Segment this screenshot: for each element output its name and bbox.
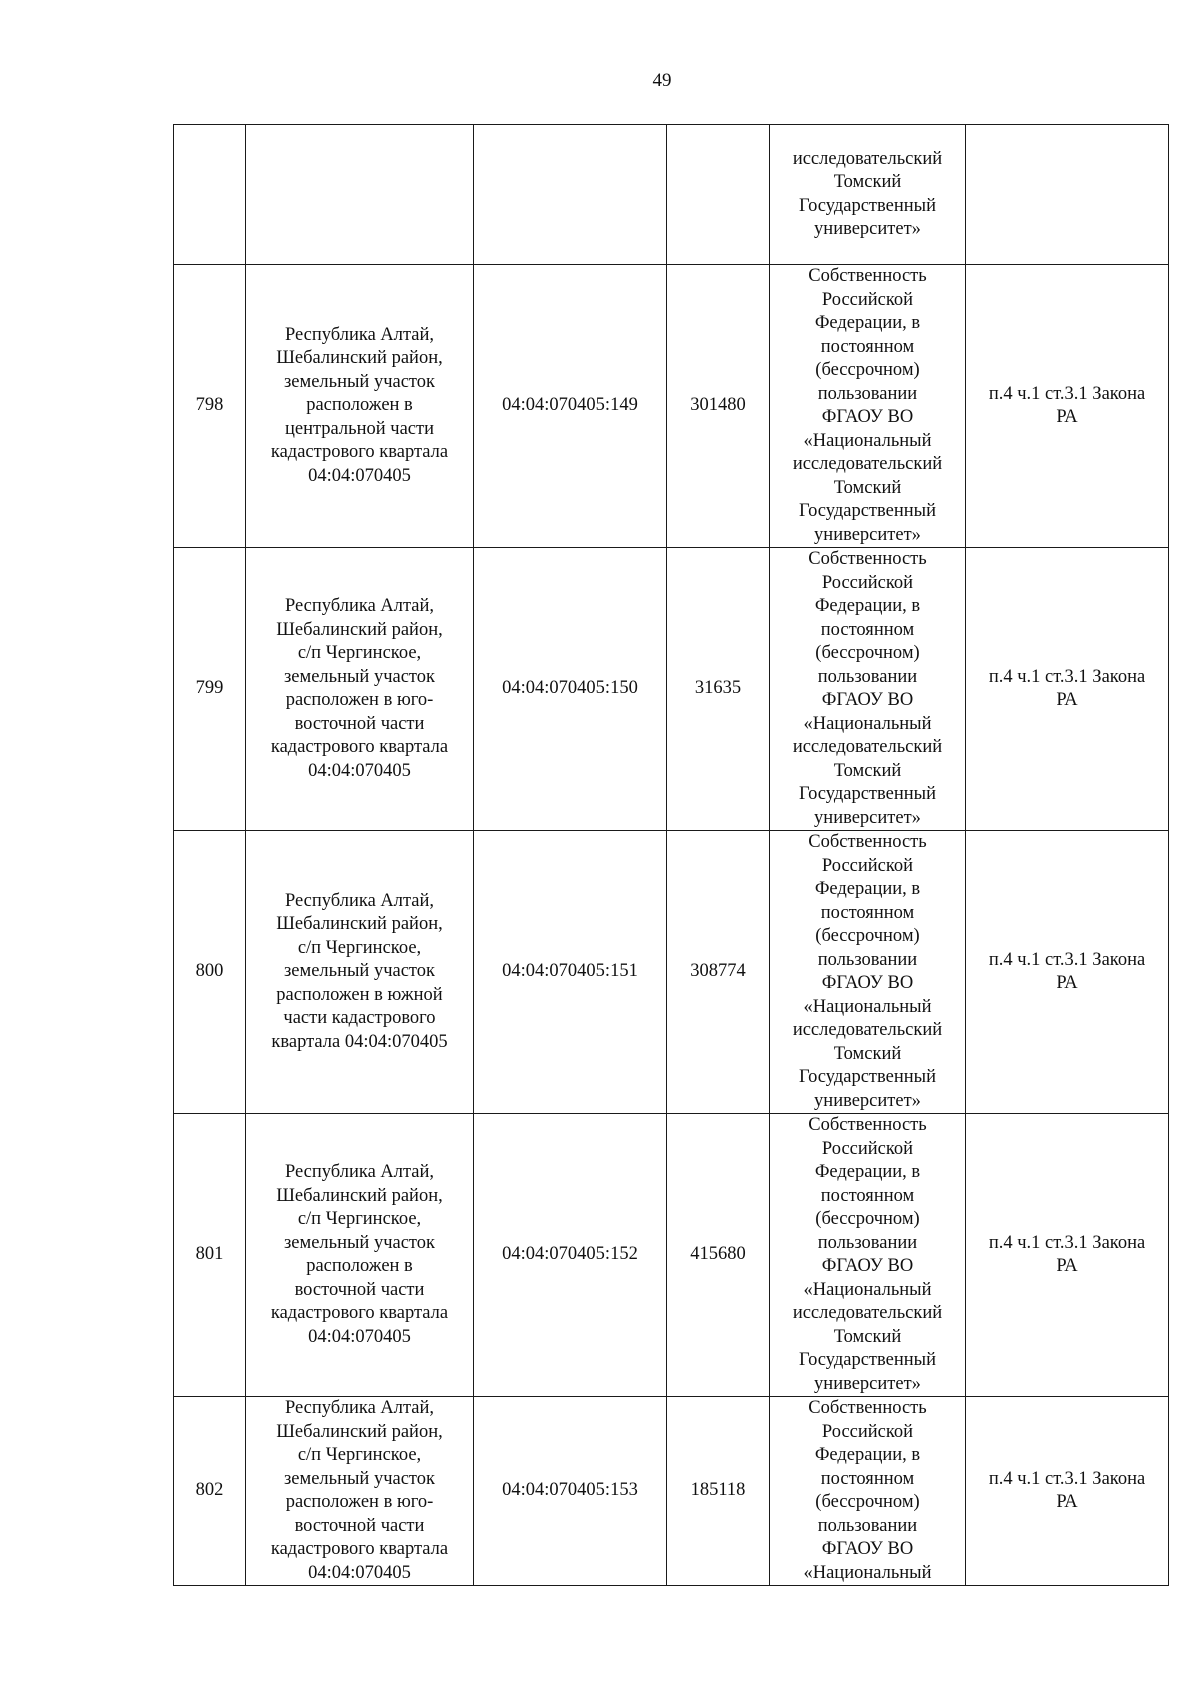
basis-line: п.4 ч.1 ст.3.1 Закона <box>988 1232 1146 1253</box>
rights-line: Российской <box>821 289 914 310</box>
table-row <box>174 1114 1169 1397</box>
cell-rights <box>770 1397 966 1586</box>
address-line: Республика Алтай, <box>284 890 435 911</box>
cell-legal-basis <box>966 265 1169 548</box>
address-line: Шебалинский район, <box>276 1185 443 1206</box>
rights-line: (бессрочном) <box>815 1209 920 1229</box>
cell-address <box>246 831 474 1114</box>
rights-line: исследовательский <box>792 737 943 757</box>
address-line: Республика Алтай, <box>284 596 435 616</box>
address-line: квартала 04:04:070405 <box>271 1031 448 1052</box>
cell-cadastral-number: 04:04:070405:149 <box>474 265 667 548</box>
cell-area: 31635 <box>667 548 770 831</box>
rights-line: исследовательский <box>792 1303 943 1323</box>
land-plot-table <box>173 124 1169 1586</box>
cell-address <box>246 1114 474 1397</box>
table-row <box>174 265 1169 548</box>
cell-legal-basis <box>966 1114 1169 1397</box>
address-line: кадастрового квартала <box>270 737 449 757</box>
rights-line: пользовании <box>817 1515 918 1536</box>
cell-cadastral-number: 04:04:070405:150 <box>474 548 667 831</box>
rights-line: Федерации, в <box>814 596 921 616</box>
address-line: земельный участок <box>283 961 436 982</box>
rights-line: пользовании <box>817 949 918 970</box>
rights-line: исследовательский <box>792 1020 943 1040</box>
address-line: земельный участок <box>283 371 436 392</box>
cell-rights <box>770 125 966 265</box>
cell-number: 799 <box>174 548 246 831</box>
cell-address <box>246 548 474 831</box>
address-line: расположен в <box>306 1256 413 1276</box>
address-line: восточной части <box>294 1515 425 1536</box>
rights-line: «Национальный <box>803 1279 932 1300</box>
rights-line: Собственность <box>808 1398 927 1418</box>
table-row <box>174 1397 1169 1586</box>
rights-line: Государственный <box>799 501 936 521</box>
rights-line: ФГАОУ ВО <box>821 407 914 427</box>
address-line: с/п Чергинское, <box>297 1445 422 1465</box>
rights-line: пользовании <box>817 666 918 687</box>
address-line: Республика Алтай, <box>284 1162 435 1182</box>
address-line: Шебалинский район, <box>276 914 443 935</box>
rights-line: «Национальный <box>803 996 932 1017</box>
address-line: расположен в юго- <box>285 690 434 710</box>
cell-cadastral-number: 04:04:070405:152 <box>474 1114 667 1397</box>
rights-line: Российской <box>821 572 914 593</box>
rights-line: (бессрочном) <box>815 926 920 946</box>
cell-legal-basis <box>966 125 1169 265</box>
rights-line: Российской <box>821 1421 914 1442</box>
rights-line: Федерации, в <box>814 1162 921 1182</box>
cell-legal-basis <box>966 1397 1169 1586</box>
rights-line: Собственность <box>808 832 927 852</box>
rights-line: Томский <box>833 1326 902 1347</box>
rights-line: Государственный <box>799 1350 936 1370</box>
cell-cadastral-number: 04:04:070405:151 <box>474 831 667 1114</box>
rights-line: постоянном <box>820 902 915 923</box>
rights-line: постоянном <box>820 336 915 357</box>
rights-line: Томский <box>833 477 902 498</box>
rights-line: Томский <box>833 1043 902 1064</box>
rights-line: «Национальный <box>803 713 932 734</box>
rights-line: Федерации, в <box>814 313 921 333</box>
rights-line: Государственный <box>799 784 936 804</box>
table-row <box>174 831 1169 1114</box>
rights-line: Федерации, в <box>814 879 921 899</box>
address-line: расположен в южной <box>276 984 443 1005</box>
address-line: 04:04:070405 <box>308 1326 411 1347</box>
cell-rights <box>770 548 966 831</box>
rights-line: постоянном <box>820 1468 915 1489</box>
address-line: Шебалинский район, <box>276 1421 443 1442</box>
address-line: кадастрового квартала <box>270 442 449 463</box>
basis-line: РА <box>1056 407 1078 427</box>
rights-line: Собственность <box>808 1115 927 1135</box>
cell-address <box>246 125 474 265</box>
rights-line: Томский <box>833 760 902 781</box>
cell-area: 185118 <box>667 1397 770 1586</box>
rights-line: постоянном <box>820 1185 915 1206</box>
cell-area <box>667 125 770 265</box>
rights-line: ФГАОУ ВО <box>821 973 914 993</box>
address-line: части кадастрового <box>283 1008 436 1029</box>
rights-line: «Национальный <box>803 1562 932 1583</box>
basis-line: п.4 ч.1 ст.3.1 Закона <box>988 666 1146 687</box>
rights-line: университет» <box>814 524 921 545</box>
address-line: с/п Чергинское, <box>297 937 422 958</box>
table-row <box>174 125 1169 265</box>
address-line: 04:04:070405 <box>308 1562 411 1583</box>
rights-line: Государственный <box>799 195 936 216</box>
cell-number: 801 <box>174 1114 246 1397</box>
rights-line: исследовательский <box>792 148 943 169</box>
address-line: земельный участок <box>283 1468 436 1489</box>
rights-line: Российской <box>821 1138 914 1159</box>
rights-line: пользовании <box>817 383 918 404</box>
address-line: Республика Алтай, <box>284 1398 435 1418</box>
rights-line: Федерации, в <box>814 1445 921 1465</box>
rights-line: Государственный <box>799 1067 936 1087</box>
cell-address <box>246 265 474 548</box>
basis-line: РА <box>1056 1492 1078 1512</box>
cell-address <box>246 1397 474 1586</box>
cell-rights <box>770 265 966 548</box>
rights-line: университет» <box>814 807 921 828</box>
basis-line: РА <box>1056 973 1078 993</box>
cell-number: 802 <box>174 1397 246 1586</box>
rights-line: постоянном <box>820 619 915 640</box>
cell-rights <box>770 1114 966 1397</box>
rights-line: (бессрочном) <box>815 643 920 663</box>
cell-legal-basis <box>966 831 1169 1114</box>
rights-line: Собственность <box>808 266 927 286</box>
address-line: расположен в <box>306 395 413 416</box>
cell-cadastral-number: 04:04:070405:153 <box>474 1397 667 1586</box>
cell-area: 308774 <box>667 831 770 1114</box>
address-line: кадастрового квартала <box>270 1303 449 1323</box>
address-line: Шебалинский район, <box>276 619 443 640</box>
basis-line: РА <box>1056 690 1078 710</box>
rights-line: университет» <box>814 1090 921 1111</box>
basis-line: п.4 ч.1 ст.3.1 Закона <box>988 1468 1146 1489</box>
cell-area: 301480 <box>667 265 770 548</box>
rights-line: «Национальный <box>803 430 932 451</box>
address-line: 04:04:070405 <box>308 760 411 781</box>
address-line: с/п Чергинское, <box>297 643 422 663</box>
address-line: Республика Алтай, <box>284 324 435 345</box>
rights-line: исследовательский <box>792 454 943 474</box>
rights-line: ФГАОУ ВО <box>821 1539 914 1559</box>
address-line: восточной части <box>294 1279 425 1300</box>
basis-line: РА <box>1056 1256 1078 1276</box>
rights-line: Российской <box>821 855 914 876</box>
address-line: с/п Чергинское, <box>297 1209 422 1229</box>
rights-line: пользовании <box>817 1232 918 1253</box>
rights-line: университет» <box>814 219 921 239</box>
address-line: земельный участок <box>283 1232 436 1253</box>
address-line: земельный участок <box>283 666 436 687</box>
address-line: 04:04:070405 <box>308 465 411 486</box>
address-line: центральной части <box>284 418 434 439</box>
address-line: кадастрового квартала <box>270 1539 449 1559</box>
table-row <box>174 548 1169 831</box>
cell-legal-basis <box>966 548 1169 831</box>
address-line: Шебалинский район, <box>276 348 443 369</box>
cell-number <box>174 125 246 265</box>
cell-number: 798 <box>174 265 246 548</box>
page-number: 49 <box>652 70 672 91</box>
rights-line: (бессрочном) <box>815 360 920 380</box>
rights-line: Томский <box>833 172 902 192</box>
rights-line: (бессрочном) <box>815 1492 920 1512</box>
basis-line: п.4 ч.1 ст.3.1 Закона <box>988 949 1146 970</box>
cell-area: 415680 <box>667 1114 770 1397</box>
rights-line: ФГАОУ ВО <box>821 690 914 710</box>
rights-line: Собственность <box>808 549 927 569</box>
rights-line: ФГАОУ ВО <box>821 1256 914 1276</box>
table-body <box>174 125 1169 1586</box>
rights-line: университет» <box>814 1373 921 1394</box>
cell-rights <box>770 831 966 1114</box>
cell-number: 800 <box>174 831 246 1114</box>
basis-line: п.4 ч.1 ст.3.1 Закона <box>988 383 1146 404</box>
cell-cadastral-number <box>474 125 667 265</box>
address-line: расположен в юго- <box>285 1492 434 1512</box>
address-line: восточной части <box>294 713 425 734</box>
